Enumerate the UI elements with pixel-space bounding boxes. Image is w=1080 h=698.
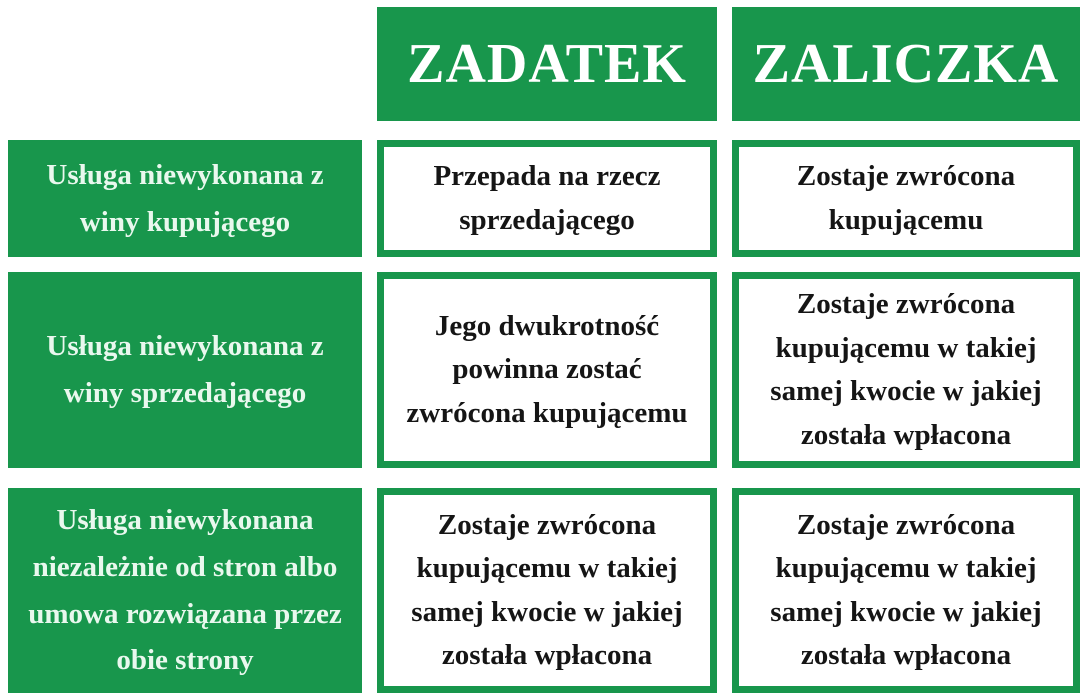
cell-zaliczka-scenario-1: Zostaje zwrócona kupującemu [732, 140, 1080, 257]
table-grid [8, 7, 1080, 693]
row-header-scenario-2: Usługa niewykonana z winy sprzedającego [8, 272, 362, 468]
cell-zaliczka-scenario-2: Zostaje zwrócona kupującemu w takiej samej kwocie w jakiej została wpłacona [732, 272, 1080, 468]
column-header-zadatek: ZADATEK [377, 7, 717, 121]
column-header-zaliczka: ZALICZKA [732, 7, 1080, 121]
cell-zadatek-scenario-2: Jego dwukrotność powinna zostać zwrócona kupującemu [377, 272, 717, 468]
cell-zaliczka-scenario-3: Zostaje zwrócona kupującemu w takiej samej kwocie w jakiej została wpłacona [732, 488, 1080, 693]
cell-zadatek-scenario-1: Przepada na rzecz sprzedającego [377, 140, 717, 257]
row-header-scenario-1: Usługa niewykonana z winy kupującego [8, 140, 362, 257]
row-header-scenario-3: Usługa niewykonana niezależnie od stron albo umowa rozwiązana przez obie strony [8, 488, 362, 693]
cell-zadatek-scenario-3: Zostaje zwrócona kupującemu w takiej samej kwocie w jakiej została wpłacona [377, 488, 717, 693]
